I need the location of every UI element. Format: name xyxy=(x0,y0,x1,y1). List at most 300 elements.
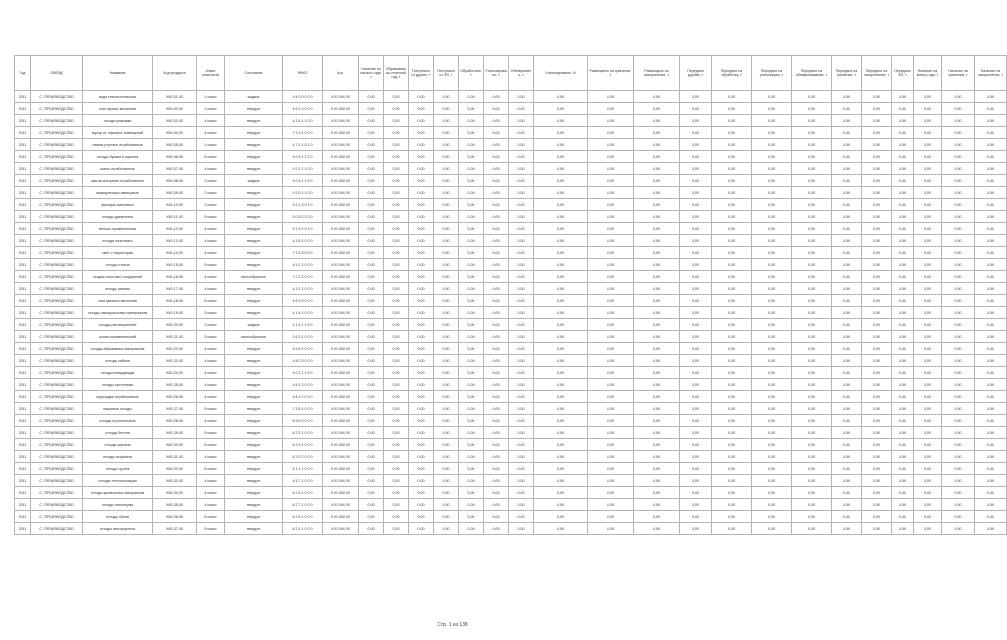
table-cell: 7 3 6 1 0 0 0 xyxy=(283,403,323,415)
table-cell: 0,00 xyxy=(975,211,1007,223)
table-cell: 4 3 5 1 0 0 0 xyxy=(283,235,323,247)
table-cell: пастообразное xyxy=(225,271,283,283)
table-cell: 0,00 xyxy=(484,319,509,331)
table-cell: 0,00 xyxy=(862,307,892,319)
table-cell: 0,00 xyxy=(914,223,942,235)
table-cell: 0,00 xyxy=(484,475,509,487)
table-cell: 0,00 xyxy=(409,319,434,331)
table-cell: 0,00 xyxy=(752,475,792,487)
table-cell: 4 8 2 3 0 0 0 xyxy=(283,355,323,367)
column-header: Передано на хранение, т xyxy=(832,56,862,91)
table-cell: 0,00 xyxy=(634,307,680,319)
table-cell: 0,00 xyxy=(914,247,942,259)
table-cell: 0,00 xyxy=(792,451,832,463)
waste-report-table xyxy=(14,55,1007,535)
table-cell: твердое xyxy=(225,223,283,235)
table-cell: 0,00 xyxy=(634,295,680,307)
table-cell: 0,00 xyxy=(534,115,588,127)
table-cell: 0,00 xyxy=(588,223,634,235)
table-cell: твердое xyxy=(225,283,283,295)
table-cell: 0,00 xyxy=(862,367,892,379)
table-cell: 0,00 xyxy=(459,103,484,115)
table-cell: 0,00 xyxy=(384,271,409,283)
table-cell: ХК0-12-00 xyxy=(153,223,197,235)
table-cell: 0,00 xyxy=(534,439,588,451)
table-cell: 0,00 xyxy=(409,247,434,259)
table-cell: 4 класс xyxy=(197,475,225,487)
table-cell: 0,00 xyxy=(862,127,892,139)
table-cell: 0,00 xyxy=(914,319,942,331)
table-cell: 0,00 xyxy=(384,103,409,115)
table-cell: 0,00 xyxy=(975,415,1007,427)
table-cell: 0,00 xyxy=(634,199,680,211)
table-cell: 0,00 xyxy=(509,319,534,331)
table-cell: 0,00 xyxy=(792,259,832,271)
table-cell: 0,00 xyxy=(434,115,459,127)
table-cell: 0,00 xyxy=(832,391,862,403)
table-cell: 0,00 xyxy=(459,175,484,187)
table-cell: отходы спецодежды xyxy=(83,367,153,379)
table-cell: 0,00 xyxy=(975,235,1007,247)
table-cell: 0,00 xyxy=(588,103,634,115)
table-cell: 0,00 xyxy=(892,103,914,115)
table-cell: 0,00 xyxy=(752,511,792,523)
table-cell: 2011 xyxy=(15,427,31,439)
table-cell: 0,00 xyxy=(832,427,862,439)
table-cell: 5 01 000 00 xyxy=(323,439,359,451)
table-cell: 0,00 xyxy=(680,151,712,163)
table-cell: 0,00 xyxy=(509,223,534,235)
table-cell: жидкое xyxy=(225,175,283,187)
table-cell: 2011 xyxy=(15,355,31,367)
table-cell: 0,00 xyxy=(752,127,792,139)
table-cell: 0,00 xyxy=(484,523,509,535)
table-cell: 0,00 xyxy=(409,175,434,187)
table-cell: отходы абразивных материалов xyxy=(83,343,153,355)
column-header: Поступило от ФЛ, т xyxy=(434,56,459,91)
table-cell: 8 2 2 1 0 0 0 xyxy=(283,427,323,439)
table-cell: 0,00 xyxy=(892,487,914,499)
table-cell: 5 01 000 00 xyxy=(323,211,359,223)
table-cell: 0,00 xyxy=(509,487,534,499)
table-cell: 0,00 xyxy=(942,511,975,523)
table-cell: 0,00 xyxy=(862,487,892,499)
table-cell: 0,00 xyxy=(588,523,634,535)
table-cell: 0,00 xyxy=(509,199,534,211)
table-cell: 0,00 xyxy=(914,499,942,511)
table-cell: 0,00 xyxy=(752,319,792,331)
table-cell: 0,00 xyxy=(792,403,832,415)
table-cell: 0,00 xyxy=(384,391,409,403)
table-cell: 0,00 xyxy=(892,415,914,427)
table-cell: 0,00 xyxy=(914,103,942,115)
table-cell: жидкое xyxy=(225,91,283,103)
table-cell: 5 01 000 00 xyxy=(323,139,359,151)
table-cell: 0,00 xyxy=(752,463,792,475)
table-cell: ХК0-02-00 xyxy=(153,103,197,115)
table-cell: 0,00 xyxy=(892,247,914,259)
table-row xyxy=(15,139,1007,151)
table-cell: масла моторные отработанные xyxy=(83,175,153,187)
table-cell: 0,00 xyxy=(942,343,975,355)
table-cell: 0,00 xyxy=(359,163,384,175)
table-cell: 0,00 xyxy=(975,115,1007,127)
table-cell: твердое xyxy=(225,259,283,271)
table-cell: 0,00 xyxy=(634,163,680,175)
table-cell: 0,00 xyxy=(712,475,752,487)
table-cell: ХК0-17-00 xyxy=(153,283,197,295)
table-cell: 0,00 xyxy=(942,355,975,367)
table-cell: 0,00 xyxy=(634,427,680,439)
table-cell: 0,00 xyxy=(634,475,680,487)
table-cell: 0,00 xyxy=(409,523,434,535)
table-cell: 0,00 xyxy=(832,523,862,535)
table-cell: 0,00 xyxy=(832,331,862,343)
table-cell: 0,00 xyxy=(588,343,634,355)
table-cell: ХК0-10-00 xyxy=(153,199,197,211)
table-cell: 0,00 xyxy=(409,211,434,223)
table-cell: 0,00 xyxy=(975,511,1007,523)
table-cell: 0,00 xyxy=(752,91,792,103)
table-cell: 0,00 xyxy=(712,343,752,355)
column-header: Обработано, т xyxy=(459,56,484,91)
table-cell: 0,00 xyxy=(862,427,892,439)
table-cell: 0,00 xyxy=(680,439,712,451)
table-cell: 0,00 xyxy=(712,439,752,451)
table-cell: 0,00 xyxy=(509,403,534,415)
table-cell: ХК0-29-00 xyxy=(153,427,197,439)
table-cell: 0,00 xyxy=(680,187,712,199)
table-cell: 0,00 xyxy=(914,199,942,211)
table-cell: 0,00 xyxy=(434,451,459,463)
table-cell: 0,00 xyxy=(409,427,434,439)
table-cell: 0,00 xyxy=(892,127,914,139)
table-cell: отходы линолеума xyxy=(83,499,153,511)
table-cell: отходы кирпича xyxy=(83,439,153,451)
column-header: Наличие на начало года, т xyxy=(359,56,384,91)
table-cell: 8 9 0 0 0 0 0 xyxy=(283,415,323,427)
table-cell: 0,00 xyxy=(459,451,484,463)
table-cell: 0,00 xyxy=(752,307,792,319)
table-cell: 0,00 xyxy=(975,283,1007,295)
table-cell: 0,00 xyxy=(892,499,914,511)
table-cell: 0,00 xyxy=(359,379,384,391)
table-cell: 0,00 xyxy=(588,307,634,319)
table-cell: 2011 xyxy=(15,187,31,199)
table-cell: 0,00 xyxy=(832,475,862,487)
column-header: Передано другим, т xyxy=(680,56,712,91)
table-cell: 0,00 xyxy=(942,439,975,451)
table-cell: 0,00 xyxy=(588,295,634,307)
table-cell: С. ПРОИЗВОДСТВО xyxy=(31,187,83,199)
table-cell: 0,00 xyxy=(712,127,752,139)
table-cell: 0,00 xyxy=(862,451,892,463)
table-cell: 0,00 xyxy=(942,259,975,271)
table-cell: 0,00 xyxy=(680,451,712,463)
table-cell: С. ПРОИЗВОДСТВО xyxy=(31,463,83,475)
table-cell: 5 01 000 00 xyxy=(323,463,359,475)
table-cell: 0,00 xyxy=(359,103,384,115)
table-cell: 0,00 xyxy=(459,331,484,343)
table-cell: 4 6 2 0 0 0 0 xyxy=(283,295,323,307)
table-cell: 4 класс xyxy=(197,451,225,463)
table-cell: 0,00 xyxy=(942,139,975,151)
table-cell: 0,00 xyxy=(680,367,712,379)
table-cell: 7 3 3 3 9 0 0 xyxy=(283,247,323,259)
table-cell: 0,00 xyxy=(892,223,914,235)
table-cell: 0,00 xyxy=(434,199,459,211)
table-cell: 0,00 xyxy=(914,187,942,199)
table-cell: 0,00 xyxy=(434,403,459,415)
table-cell: 0,00 xyxy=(409,295,434,307)
column-header: Передано на захоронение, т xyxy=(862,56,892,91)
table-cell: 8 1 1 1 0 0 0 xyxy=(283,463,323,475)
table-cell: 0,00 xyxy=(534,163,588,175)
table-cell: 0,00 xyxy=(975,187,1007,199)
table-cell: 0,00 xyxy=(534,175,588,187)
table-cell: ХК0-03-00 xyxy=(153,115,197,127)
table-cell: 0,00 xyxy=(484,403,509,415)
table-cell: 0,00 xyxy=(509,151,534,163)
table-cell: 0,00 xyxy=(792,127,832,139)
table-cell: 0,00 xyxy=(914,391,942,403)
table-cell: 0,00 xyxy=(862,91,892,103)
table-cell: 0,00 xyxy=(634,151,680,163)
table-cell: 0,00 xyxy=(712,331,752,343)
table-cell: С. ПРОИЗВОДСТВО xyxy=(31,271,83,283)
table-cell: ХК0-14-00 xyxy=(153,247,197,259)
column-header: Название xyxy=(83,56,153,91)
table-cell: 0,00 xyxy=(409,463,434,475)
table-cell: 2011 xyxy=(15,91,31,103)
table-cell: 2011 xyxy=(15,511,31,523)
table-cell: твердое xyxy=(225,163,283,175)
table-cell: 0,00 xyxy=(384,319,409,331)
table-cell: ХК0-15-00 xyxy=(153,259,197,271)
table-cell: 2011 xyxy=(15,127,31,139)
table-cell: 0,00 xyxy=(892,379,914,391)
table-cell: твердое xyxy=(225,427,283,439)
table-cell: 0,00 xyxy=(680,247,712,259)
table-row xyxy=(15,331,1007,343)
table-cell: отходы кабеля xyxy=(83,355,153,367)
table-cell: 0,00 xyxy=(634,235,680,247)
table-cell: 0,00 xyxy=(588,211,634,223)
table-cell: 0,00 xyxy=(434,427,459,439)
table-cell: 0,00 xyxy=(384,199,409,211)
table-cell: 5 класс xyxy=(197,259,225,271)
table-row xyxy=(15,499,1007,511)
table-cell: 0,00 xyxy=(914,355,942,367)
table-cell: 0,00 xyxy=(634,259,680,271)
table-cell: 5 01 000 00 xyxy=(323,415,359,427)
table-cell: 0,00 xyxy=(712,151,752,163)
table-cell: 2011 xyxy=(15,295,31,307)
table-cell: С. ПРОИЗВОДСТВО xyxy=(31,115,83,127)
column-header: Наличие на конец года, т xyxy=(914,56,942,91)
table-cell: 0,00 xyxy=(680,271,712,283)
table-cell: 0,00 xyxy=(509,523,534,535)
table-cell: 0,00 xyxy=(712,463,752,475)
table-cell: отходы резины xyxy=(83,283,153,295)
table-cell: 0,00 xyxy=(484,151,509,163)
table-cell: 5 01 000 00 xyxy=(323,475,359,487)
table-cell: 8 2 7 1 0 0 0 xyxy=(283,499,323,511)
table-cell: 0,00 xyxy=(680,427,712,439)
table-cell: 0,00 xyxy=(712,163,752,175)
table-cell: 0,00 xyxy=(434,247,459,259)
table-cell: С. ПРОИЗВОДСТВО xyxy=(31,451,83,463)
table-cell: 0,00 xyxy=(832,403,862,415)
table-cell: 0,00 xyxy=(914,295,942,307)
table-cell: 0,00 xyxy=(409,307,434,319)
table-cell: 0,00 xyxy=(792,391,832,403)
table-cell: 0,00 xyxy=(588,415,634,427)
table-cell: С. ПРОИЗВОДСТВО xyxy=(31,283,83,295)
table-cell: 0,00 xyxy=(509,355,534,367)
table-cell: 0,00 xyxy=(509,103,534,115)
table-cell: 0,00 xyxy=(509,187,534,199)
table-cell: 0,00 xyxy=(975,295,1007,307)
table-cell: 0,00 xyxy=(588,175,634,187)
table-cell: 0,00 xyxy=(975,103,1007,115)
table-cell: 0,00 xyxy=(892,451,914,463)
table-cell: 5 01 000 00 xyxy=(323,175,359,187)
table-cell: 0,00 xyxy=(832,127,862,139)
table-cell: твердое xyxy=(225,523,283,535)
table-cell: 0,00 xyxy=(484,187,509,199)
table-cell: 0,00 xyxy=(914,271,942,283)
table-cell: 0,00 xyxy=(359,115,384,127)
table-cell: 0,00 xyxy=(384,499,409,511)
table-cell: 0,00 xyxy=(359,439,384,451)
table-cell: 0,00 xyxy=(384,307,409,319)
table-cell: 0,00 xyxy=(509,439,534,451)
table-cell: 4 класс xyxy=(197,235,225,247)
table-cell: 0,00 xyxy=(484,235,509,247)
table-cell: 0,00 xyxy=(534,103,588,115)
table-cell: твердое xyxy=(225,415,283,427)
table-cell: 2011 xyxy=(15,271,31,283)
table-cell: 0,00 xyxy=(459,499,484,511)
table-cell: 0,00 xyxy=(534,247,588,259)
table-cell: 5 класс xyxy=(197,427,225,439)
table-cell: 0,00 xyxy=(680,259,712,271)
table-cell: 0,00 xyxy=(892,367,914,379)
table-cell: 0,00 xyxy=(792,175,832,187)
table-cell: 0,00 xyxy=(634,319,680,331)
table-cell: 0,00 xyxy=(409,367,434,379)
table-row xyxy=(15,271,1007,283)
table-cell: 0,00 xyxy=(359,223,384,235)
table-cell: 0,00 xyxy=(680,355,712,367)
table-cell: 0,00 xyxy=(409,283,434,295)
table-cell: 0,00 xyxy=(484,211,509,223)
table-row xyxy=(15,511,1007,523)
table-cell: С. ПРОИЗВОДСТВО xyxy=(31,151,83,163)
table-row xyxy=(15,151,1007,163)
table-cell: 0,00 xyxy=(359,475,384,487)
table-cell: 0,00 xyxy=(434,307,459,319)
table-cell: 5 01 000 00 xyxy=(323,91,359,103)
table-cell: 0,00 xyxy=(680,223,712,235)
column-header: Передано на обезвреживание, т xyxy=(792,56,832,91)
table-cell: 0,00 xyxy=(634,511,680,523)
table-cell: 0,00 xyxy=(892,163,914,175)
table-cell: 0,00 xyxy=(634,463,680,475)
table-cell: 0,00 xyxy=(975,175,1007,187)
column-header: Передано на утилизацию, т xyxy=(752,56,792,91)
table-cell: 0,00 xyxy=(459,211,484,223)
table-cell: 0,00 xyxy=(384,295,409,307)
table-cell: 0,00 xyxy=(588,283,634,295)
table-cell: 0,00 xyxy=(832,139,862,151)
table-cell: 4 класс xyxy=(197,247,225,259)
table-cell: 0,00 xyxy=(359,391,384,403)
table-cell: 0,00 xyxy=(534,451,588,463)
table-cell: 1 класс xyxy=(197,103,225,115)
table-cell: 0,00 xyxy=(534,391,588,403)
table-cell: 9 2 0 1 1 0 0 xyxy=(283,187,323,199)
table-cell: 0,00 xyxy=(588,355,634,367)
table-cell: 0,00 xyxy=(359,247,384,259)
table-cell: 0,00 xyxy=(862,331,892,343)
table-cell: 0,00 xyxy=(680,487,712,499)
table-row xyxy=(15,199,1007,211)
column-header: Класс опасности xyxy=(197,56,225,91)
table-cell: 5 01 000 00 xyxy=(323,511,359,523)
table-cell: 0,00 xyxy=(942,295,975,307)
table-cell: 0,00 xyxy=(509,307,534,319)
table-cell: твердое xyxy=(225,391,283,403)
column-header: Состояние xyxy=(225,56,283,91)
table-cell: 0,00 xyxy=(862,403,892,415)
table-cell: 5 01 000 00 xyxy=(323,379,359,391)
table-cell: 0,00 xyxy=(434,463,459,475)
table-cell: 0,00 xyxy=(914,367,942,379)
table-cell: 5 01 000 00 xyxy=(323,487,359,499)
table-cell: 0,00 xyxy=(942,331,975,343)
table-cell: 0,00 xyxy=(634,331,680,343)
table-cell: 2011 xyxy=(15,487,31,499)
table-cell: шины отработанные xyxy=(83,163,153,175)
table-cell: 2 класс xyxy=(197,187,225,199)
table-cell: ХК0-25-00 xyxy=(153,379,197,391)
table-cell: 0,00 xyxy=(484,91,509,103)
table-cell: С. ПРОИЗВОДСТВО xyxy=(31,223,83,235)
column-header: ФККО xyxy=(283,56,323,91)
table-cell: 0,00 xyxy=(384,115,409,127)
table-cell: 0,00 xyxy=(832,463,862,475)
table-cell: 0,00 xyxy=(409,499,434,511)
table-cell: ХК0-28-00 xyxy=(153,415,197,427)
table-cell: 0,00 xyxy=(509,295,534,307)
table-cell: 0,00 xyxy=(409,403,434,415)
table-cell: 0,00 xyxy=(792,151,832,163)
table-cell: 0,00 xyxy=(484,463,509,475)
table-cell: 0,00 xyxy=(484,139,509,151)
table-cell: 5 01 000 00 xyxy=(323,319,359,331)
table-cell: 0,00 xyxy=(862,283,892,295)
table-cell: 0,00 xyxy=(534,295,588,307)
table-cell: 0,00 xyxy=(752,427,792,439)
table-cell: 0,00 xyxy=(752,451,792,463)
table-cell: 0,00 xyxy=(359,511,384,523)
table-cell: ветошь промасленная xyxy=(83,223,153,235)
table-cell: 0,00 xyxy=(359,523,384,535)
table-cell: пастообразное xyxy=(225,331,283,343)
table-cell: 0,00 xyxy=(409,151,434,163)
